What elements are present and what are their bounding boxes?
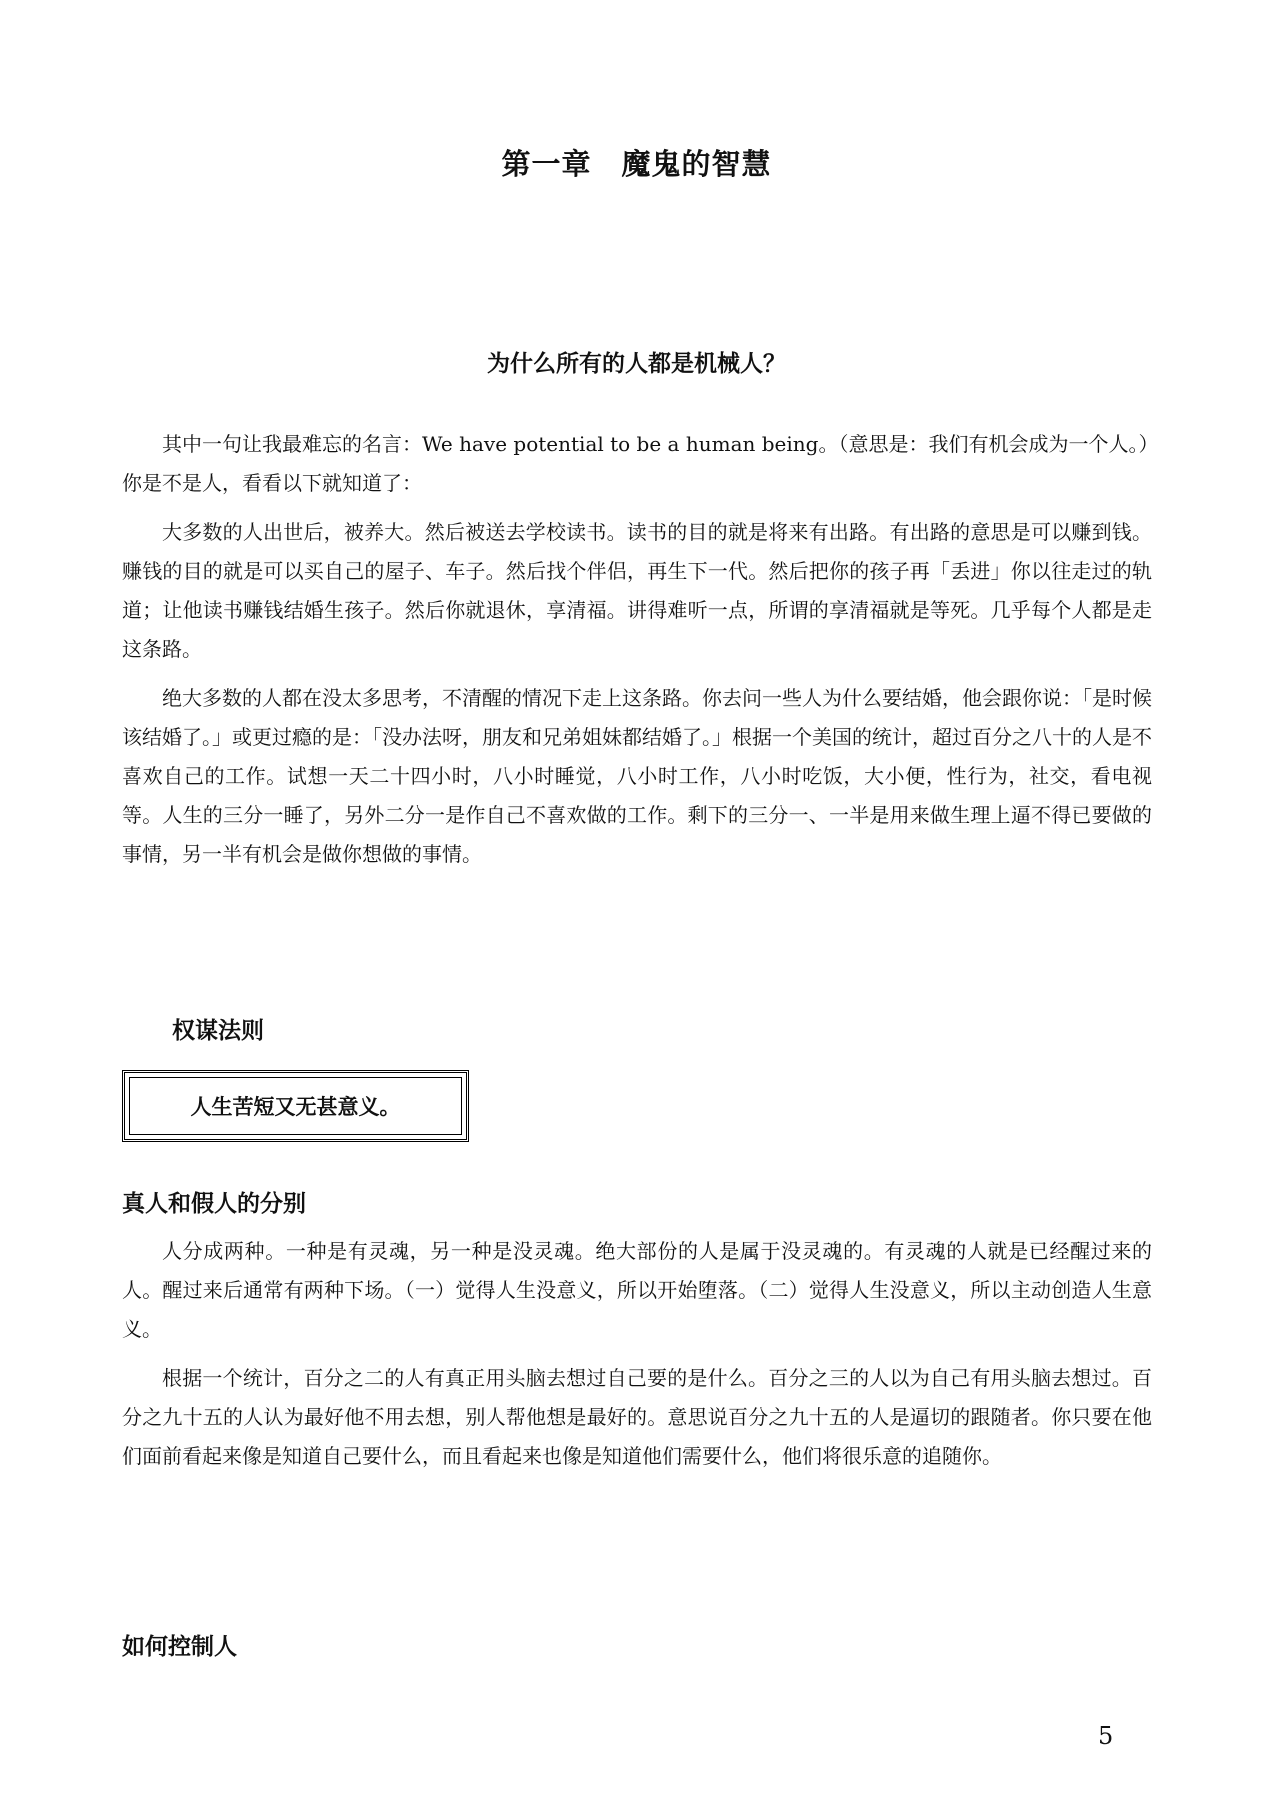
rule-heading: 权谋法则 bbox=[172, 1018, 264, 1044]
section2-body bbox=[122, 1232, 1152, 1476]
rule-text: 人生苦短又无甚意义。 bbox=[190, 1094, 401, 1119]
paragraph: 人分成两种。一种是有灵魂，另一种是没灵魂。绝大部份的人是属于没灵魂的。有灵魂的人就是已经醒过来的人。醒过来后通常有两种下场。（一）觉得人生没意义，所以开始堕落。（二）觉得人生没意义，所以主动创造人生意义。 bbox=[122, 1239, 1152, 1341]
rule-box bbox=[122, 1070, 469, 1142]
paragraph: 绝大多数的人都在没太多思考，不清醒的情况下走上这条路。你去问一些人为什么要结婚，他会跟你说：「是时候该结婚了。」或更过瘾的是：「没办法呀，朋友和兄弟姐妹都结婚了。」根据一个美国的统计，超过百分之八十的人是不喜欢自己的工作。试想一天二十四小时，八小时睡觉，八小时工作，八小时吃饭，大小便，性行为，社交，看电视等。人生的三分一睡了，另外二分一是作自己不喜欢做的工作。剩下的三分一、一半是用来做生理上逼不得已要做的事情，另一半有机会是做你想做的事情。 bbox=[122, 686, 1152, 866]
section1-body bbox=[122, 425, 1159, 874]
paragraph: 大多数的人出世后，被养大。然后被送去学校读书。读书的目的就是将来有出路。有出路的意思是可以赚到钱。赚钱的目的就是可以买自己的屋子、车子。然后找个伴侣，再生下一代。然后把你的孩子再「丢进」你以往走过的轨道；让他读书赚钱结婚生孩子。然后你就退休，享清福。讲得难听一点，所谓的享清福就是等死。几乎每个人都是走这条路。 bbox=[122, 520, 1152, 661]
section-title: 为什么所有的人都是机械人？ bbox=[487, 350, 786, 377]
paragraph: 根据一个统计，百分之二的人有真正用头脑去想过自己要的是什么。百分之三的人以为自己有用头脑去想过。百分之九十五的人认为最好他不用去想，别人帮他想是最好的。意思说百分之九十五的人是逼切的跟随者。你只要在他们面前看起来像是知道自己要什么，而且看起来也像是知道他们需要什么，他们将很乐意的追随你。 bbox=[122, 1366, 1152, 1468]
chapter-title: 第一章 魔鬼的智慧 bbox=[501, 147, 772, 181]
paragraph: 你是不是人，看看以下就知道了： bbox=[122, 471, 422, 495]
page-number: 5 bbox=[1098, 1722, 1114, 1750]
paragraph: 其中一句让我最难忘的名言：We have potential to be a human being。（意思是：我们有机会成为一个人。） bbox=[162, 432, 1159, 456]
section-heading: 如何控制人 bbox=[122, 1634, 237, 1660]
section-heading: 真人和假人的分别 bbox=[122, 1191, 306, 1217]
